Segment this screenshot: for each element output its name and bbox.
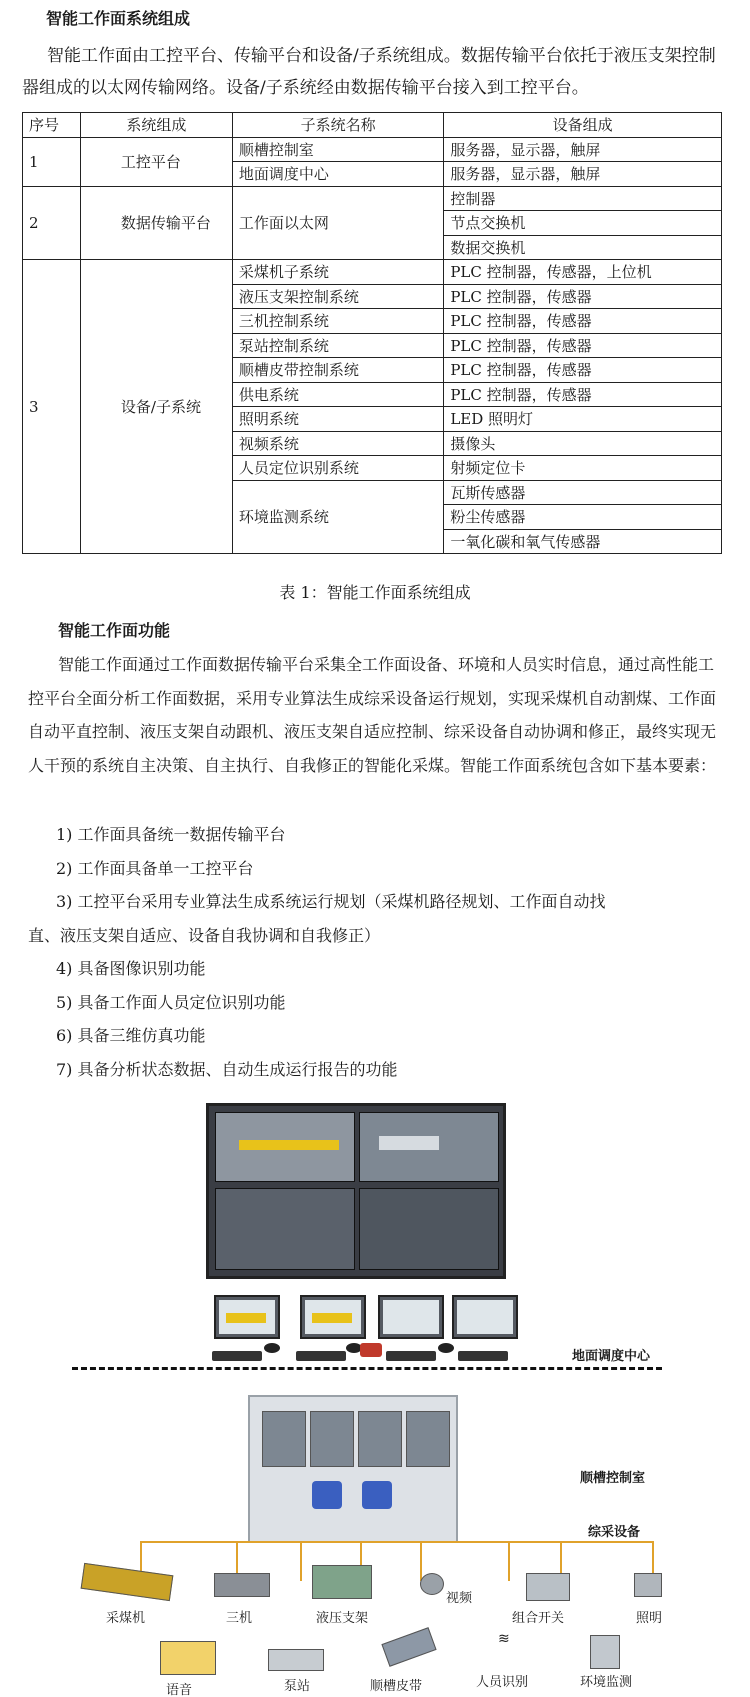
label-pump: 泵站: [284, 1679, 311, 1694]
system-composition-table: [22, 112, 722, 554]
section-heading-composition: 智能工作面系统组成: [46, 9, 191, 28]
camera-image: [420, 1573, 444, 1595]
ground-center-label: 地面调度中心: [572, 1349, 651, 1364]
header-devices: 设备组成: [444, 113, 722, 138]
workstation-monitor: [452, 1295, 518, 1339]
cell-devices: 控制器: [444, 186, 722, 211]
list-item: 5) 具备工作面人员定位识别功能: [56, 992, 286, 1012]
table-row: [23, 186, 722, 211]
cell-subsystem: 照明系统: [232, 407, 444, 432]
requirements-list: [28, 818, 606, 1086]
section-heading-functions: 智能工作面功能: [58, 621, 171, 640]
list-item: 3) 工控平台采用专业算法生成系统运行规划（采煤机路径规划、工作面自动找: [56, 892, 606, 911]
label-switch: 组合开关: [512, 1611, 565, 1626]
label-env: 环境监测: [580, 1675, 633, 1690]
cell-devices: PLC 控制器，传感器: [444, 382, 722, 407]
cell-devices: 一氧化碳和氧气传感器: [444, 529, 722, 554]
cell-no: 3: [23, 260, 81, 554]
pump-image: [268, 1649, 324, 1671]
cell-devices: 粉尘传感器: [444, 505, 722, 530]
control-room-label: 顺槽控制室: [580, 1471, 646, 1486]
cell-no: 2: [23, 186, 81, 260]
list-item-continuation: 直、液压支架自适应、设备自我协调和自我修正）: [28, 925, 381, 945]
intro-paragraph: 智能工作面由工控平台、传输平台和设备/子系统组成。数据传输平台依托于液压支架控制器组成的以太网传输网络。设备/子系统经由数据传输平台接入到工控平台。: [22, 46, 716, 98]
header-system: 系统组成: [80, 113, 232, 138]
table-row: [23, 137, 722, 162]
list-item: 1) 工作面具备统一数据传输平台: [56, 825, 286, 844]
cell-subsystem: 顺槽皮带控制系统: [232, 358, 444, 383]
cell-subsystem: 环境监测系统: [232, 480, 444, 554]
cell-devices: PLC 控制器，传感器: [444, 333, 722, 358]
table-caption: 表 1：智能工作面系统组成: [279, 583, 471, 602]
cell-system: 数据传输平台: [80, 186, 232, 260]
wifi-icon: ≋: [498, 1631, 510, 1647]
cell-devices: PLC 控制器，传感器: [444, 358, 722, 383]
workstation-monitor: [214, 1295, 280, 1339]
shearer-image: [81, 1563, 174, 1601]
belt-image: [381, 1627, 436, 1667]
label-shearer: 采煤机: [106, 1611, 146, 1626]
cell-devices: 服务器，显示器，触屏: [444, 137, 722, 162]
label-belt: 顺槽皮带: [370, 1679, 423, 1694]
header-no: 序号: [23, 113, 81, 138]
voice-device-image: [160, 1641, 216, 1675]
cell-subsystem: 液压支架控制系统: [232, 284, 444, 309]
cell-subsystem: 供电系统: [232, 382, 444, 407]
label-video: 视频: [446, 1591, 473, 1606]
cell-devices: 瓦斯传感器: [444, 480, 722, 505]
cell-devices: 服务器，显示器，触屏: [444, 162, 722, 187]
cell-system: 工控平台: [80, 137, 232, 186]
cell-devices: PLC 控制器，传感器，上位机: [444, 260, 722, 285]
cell-subsystem: 工作面以太网: [232, 186, 444, 260]
workstation-monitor: [300, 1295, 366, 1339]
label-voice: 语音: [166, 1683, 193, 1697]
sensor-image: [590, 1635, 620, 1669]
label-person: 人员识别: [476, 1675, 529, 1690]
cell-subsystem: 采煤机子系统: [232, 260, 444, 285]
functions-paragraph: 智能工作面通过工作面数据传输平台采集全工作面设备、环境和人员实时信息，通过高性能工控平台全面分析工作面数据，采用专业算法生成综采设备运行规划，实现采煤机自动割煤、工作面自动平直控制、液压支架自动跟机、液压支架自适应控制、综采设备自动协调和修正，最终实现无人干预的系统自主决策、自主执行、自我修正的智能化采煤。智能工作面系统包含如下基本要素：: [28, 655, 717, 775]
cell-subsystem: 地面调度中心: [232, 162, 444, 187]
label-support: 液压支架: [316, 1611, 369, 1626]
list-item: 6) 具备三维仿真功能: [56, 1026, 206, 1045]
label-three-machine: 三机: [226, 1611, 253, 1626]
system-architecture-figure: [0, 1095, 750, 1695]
cell-subsystem: 顺槽控制室: [232, 137, 444, 162]
table-header-row: [23, 113, 722, 138]
label-light: 照明: [636, 1611, 663, 1626]
cell-system: 设备/子系统: [80, 260, 232, 554]
conveyor-image: [214, 1573, 270, 1597]
list-item: 7) 具备分析状态数据、自动生成运行报告的功能: [56, 1059, 398, 1079]
cell-devices: 节点交换机: [444, 211, 722, 236]
control-room-image: [248, 1395, 458, 1543]
equipment-label: 综采设备: [588, 1525, 641, 1540]
switch-image: [526, 1573, 570, 1601]
cell-no: 1: [23, 137, 81, 186]
workstation-monitor: [378, 1295, 444, 1339]
cell-devices: LED 照明灯: [444, 407, 722, 432]
list-item: 2) 工作面具备单一工控平台: [56, 858, 254, 878]
cell-subsystem: 视频系统: [232, 431, 444, 456]
support-image: [312, 1565, 372, 1599]
cell-devices: 射频定位卡: [444, 456, 722, 481]
lamp-image: [634, 1573, 662, 1597]
list-item: 4) 具备图像识别功能: [56, 959, 206, 978]
cell-devices: PLC 控制器，传感器: [444, 284, 722, 309]
video-wall-image: [206, 1103, 506, 1279]
table-row: [23, 260, 722, 285]
cell-subsystem: 泵站控制系统: [232, 333, 444, 358]
cell-subsystem: 三机控制系统: [232, 309, 444, 334]
divider-dashed-line: [72, 1367, 662, 1370]
header-subsystem: 子系统名称: [232, 113, 444, 138]
cell-devices: PLC 控制器，传感器: [444, 309, 722, 334]
cell-devices: 数据交换机: [444, 235, 722, 260]
cell-subsystem: 人员定位识别系统: [232, 456, 444, 481]
cell-devices: 摄像头: [444, 431, 722, 456]
